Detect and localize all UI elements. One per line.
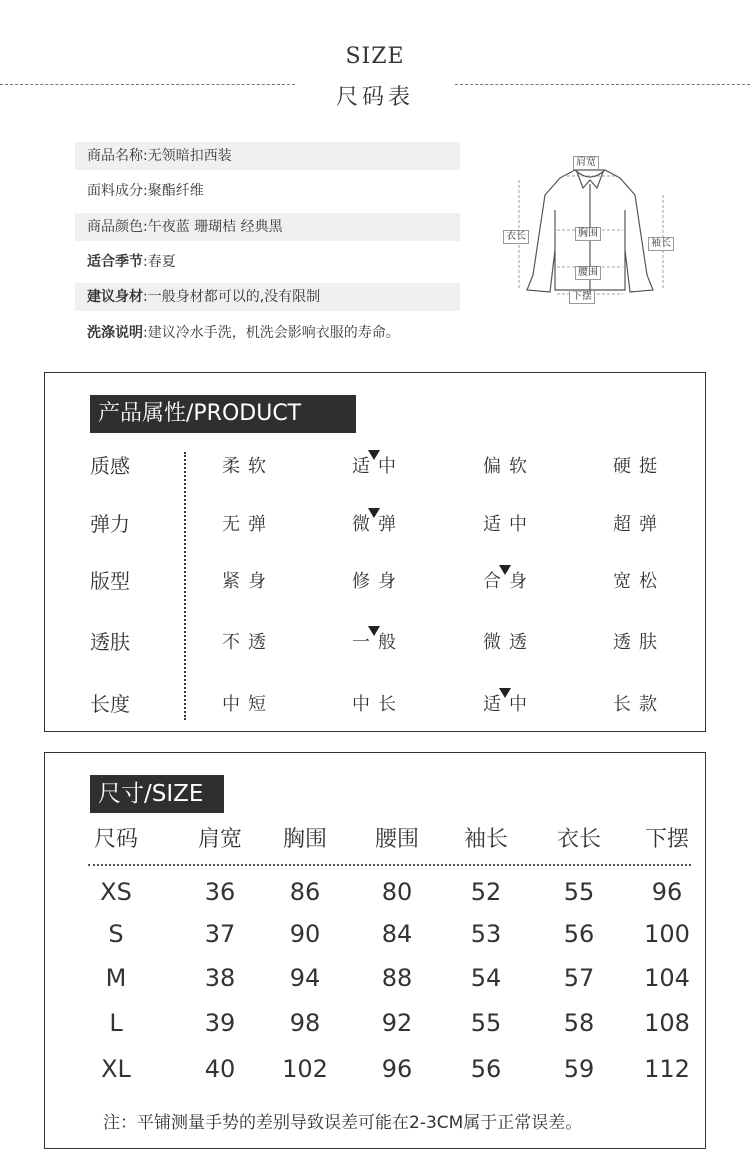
info-key: 适合季节	[87, 254, 143, 270]
label-waist: 腰围	[575, 266, 601, 280]
option-char: 般	[378, 632, 396, 653]
option-char: 弹	[378, 514, 396, 535]
measurement-diagram	[505, 150, 675, 305]
size-cell: 56	[470, 1055, 502, 1083]
selected-marker-icon	[499, 565, 511, 575]
attribute-label: 透肤	[90, 630, 130, 654]
selected-marker-icon	[368, 508, 380, 518]
label-length: 衣长	[503, 230, 529, 244]
header-divider-left	[0, 84, 295, 85]
size-cell: 53	[470, 920, 502, 948]
size-cell: 98	[289, 1009, 321, 1037]
attribute-option: 透肤	[613, 632, 665, 653]
attribute-option: 紧身	[222, 571, 274, 592]
size-column-header: 腰围	[374, 827, 419, 852]
measurement-note: 注：平铺测量手势的差别导致误差可能在2-3CM属于正常误差。	[103, 1113, 583, 1133]
size-cell: 100	[644, 920, 690, 948]
size-cell: 57	[563, 964, 595, 992]
attribute-option: 宽松	[613, 571, 665, 592]
size-column-header: 衣长	[556, 827, 601, 852]
attribute-option: 微透	[483, 632, 535, 653]
info-key: 商品颜色	[87, 219, 143, 235]
size-cell: 108	[644, 1009, 690, 1037]
size-row-label: L	[109, 1009, 123, 1037]
attribute-option: 适中	[483, 514, 535, 535]
attribute-option: 中长	[352, 694, 404, 715]
size-row-label: XL	[101, 1055, 131, 1083]
option-char: 微	[352, 514, 370, 535]
selected-marker-icon	[368, 450, 380, 460]
info-row-figure: 建议身材:一般身材都可以的,没有限制	[75, 283, 460, 311]
size-cell: 38	[204, 964, 236, 992]
option-char: 适	[483, 694, 501, 715]
label-shoulder: 肩宽	[573, 156, 599, 170]
size-cell: 58	[563, 1009, 595, 1037]
product-divider	[184, 452, 186, 720]
attribute-label: 版型	[90, 569, 130, 593]
size-title: 尺寸/SIZE	[90, 775, 224, 813]
info-key: 商品名称	[87, 148, 143, 164]
attribute-option: 不透	[222, 632, 274, 653]
attribute-label: 弹力	[90, 512, 130, 536]
label-hem: 下摆	[569, 290, 595, 304]
size-cell: 102	[282, 1055, 328, 1083]
info-row-fabric: 面料成分:聚酯纤维	[87, 183, 204, 199]
size-heading-cn: 尺码表	[335, 85, 414, 110]
size-row-label: XS	[100, 878, 132, 906]
info-value: 午夜蓝 珊瑚桔 经典黑	[147, 219, 283, 235]
size-column-header: 胸围	[282, 827, 327, 852]
size-row-label: S	[108, 920, 124, 948]
size-cell: 112	[644, 1055, 690, 1083]
attribute-option-selected	[352, 628, 396, 654]
size-cell: 86	[289, 878, 321, 906]
attribute-option: 无弹	[222, 514, 274, 535]
attribute-option-selected	[483, 690, 527, 716]
info-row-washing: 洗涤说明:建议冷水手洗，机洗会影响衣服的寿命。	[87, 325, 400, 341]
label-chest: 胸围	[575, 227, 601, 241]
attribute-option-selected	[352, 510, 396, 536]
option-char: 合	[483, 571, 501, 592]
size-cell: 52	[470, 878, 502, 906]
info-row-name: 商品名称:无领暗扣西装	[75, 142, 460, 170]
size-heading-en: SIZE	[345, 44, 405, 69]
size-cell: 96	[651, 878, 683, 906]
info-value: 春夏	[147, 254, 176, 270]
info-value: 聚酯纤维	[147, 183, 204, 199]
size-cell: 37	[204, 920, 236, 948]
attribute-label: 质感	[90, 454, 130, 478]
attribute-option: 硬挺	[613, 456, 665, 477]
size-cell: 59	[563, 1055, 595, 1083]
attribute-option: 中短	[222, 694, 274, 715]
size-cell: 92	[381, 1009, 413, 1037]
size-cell: 55	[563, 878, 595, 906]
size-cell: 39	[204, 1009, 236, 1037]
option-char: 中	[509, 694, 527, 715]
info-row-season: 适合季节:春夏	[87, 254, 176, 270]
product-title: 产品属性/PRODUCT	[90, 395, 356, 433]
option-char: 中	[378, 456, 396, 477]
info-key: 洗涤说明	[87, 325, 143, 341]
header-divider-right	[455, 84, 750, 85]
size-row-label: M	[105, 964, 127, 992]
size-cell: 40	[204, 1055, 236, 1083]
info-row-color: 商品颜色:午夜蓝 珊瑚桔 经典黑	[75, 213, 460, 241]
size-cell: 80	[381, 878, 413, 906]
size-column-header: 袖长	[463, 827, 508, 852]
size-column-header: 下摆	[644, 827, 689, 852]
attribute-option-selected	[352, 452, 396, 478]
selected-marker-icon	[499, 688, 511, 698]
size-cell: 90	[289, 920, 321, 948]
selected-marker-icon	[368, 626, 380, 636]
size-cell: 56	[563, 920, 595, 948]
size-cell: 96	[381, 1055, 413, 1083]
size-header-divider	[88, 864, 691, 866]
info-key: 建议身材	[87, 289, 143, 305]
size-cell: 54	[470, 964, 502, 992]
size-cell: 88	[381, 964, 413, 992]
label-sleeve: 袖长	[648, 237, 674, 251]
info-value: 一般身材都可以的,没有限制	[147, 289, 321, 305]
attribute-option-selected	[483, 567, 527, 593]
info-value: 建议冷水手洗，机洗会影响衣服的寿命。	[147, 325, 400, 341]
info-value: 无领暗扣西装	[147, 148, 232, 164]
info-key: 面料成分	[87, 183, 143, 199]
size-cell: 55	[470, 1009, 502, 1037]
size-cell: 104	[644, 964, 690, 992]
attribute-option: 长款	[613, 694, 665, 715]
option-char: 身	[509, 571, 527, 592]
size-cell: 84	[381, 920, 413, 948]
size-cell: 36	[204, 878, 236, 906]
attribute-option: 偏软	[483, 456, 535, 477]
option-char: 一	[352, 632, 370, 653]
attribute-label: 长度	[90, 692, 130, 716]
attribute-option: 修身	[352, 571, 404, 592]
attribute-option: 超弹	[613, 514, 665, 535]
option-char: 适	[352, 456, 370, 477]
size-column-header: 尺码	[93, 827, 138, 852]
size-column-header: 肩宽	[197, 827, 242, 852]
size-cell: 94	[289, 964, 321, 992]
attribute-option: 柔软	[222, 456, 274, 477]
